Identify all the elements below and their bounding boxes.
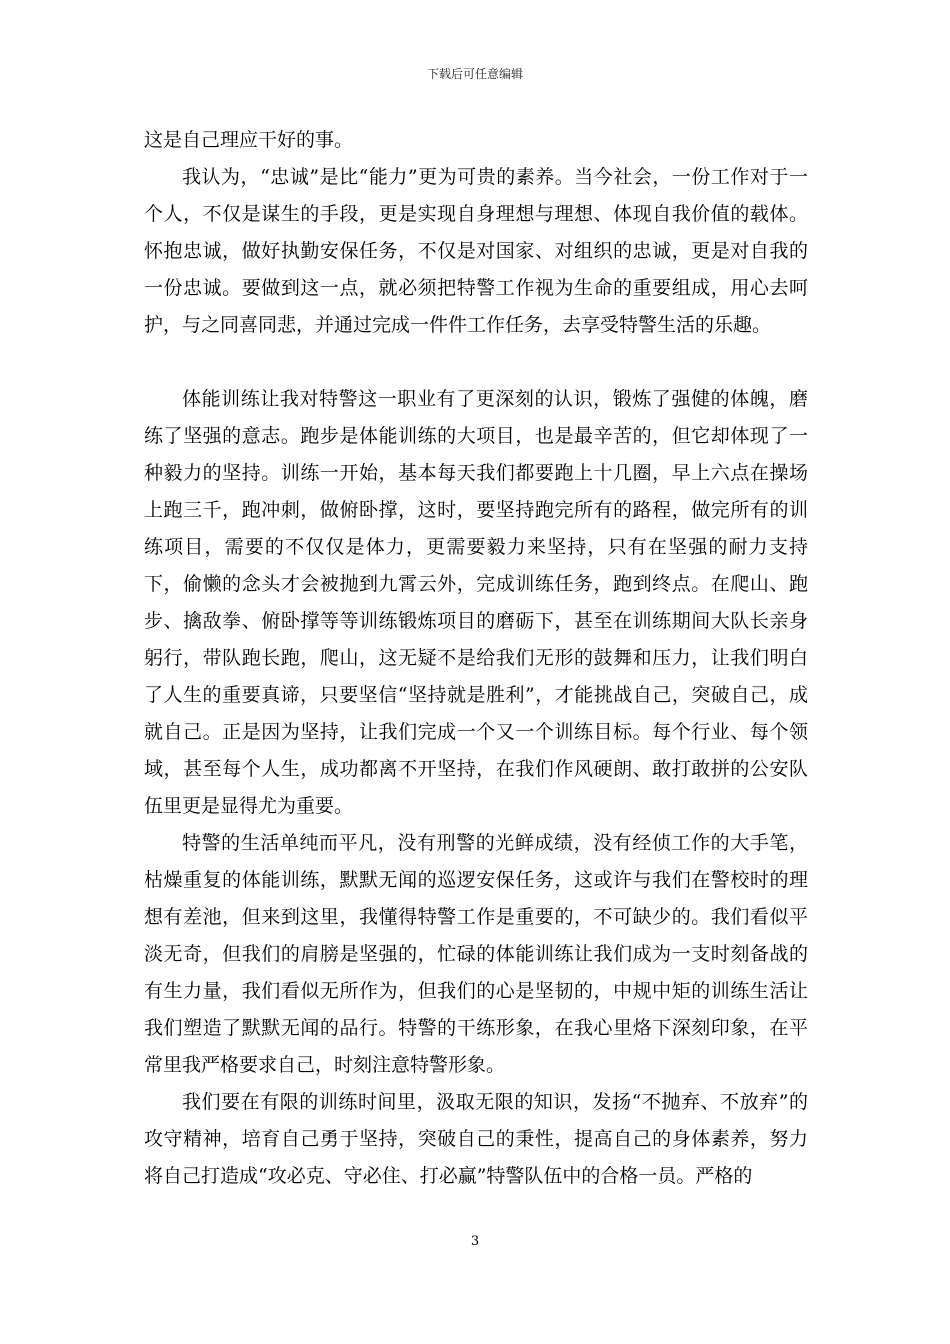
paragraph-special-police-life: 特警的生活单纯而平凡，没有刑警的光鲜成绩，没有经侦工作的大手笔，枯燥重复的体能训练，默默无闻的巡逻安保任务，这或许与我们在警校时的理想有差池，但来到这里，我懂得特警工作是重要的，不可缺少的。我们看似平淡无奇，但我们的肩膀是坚强的，忙碌的体能训练让我们成为一支时刻备战的有生力量，我们看似无所作为，但我们的心是坚韧的，中规中矩的训练生活让我们塑造了默默无闻的品行。特警的干练形象，在我心里烙下深刻印象，在平常里我严格要求自己，时刻注意特警形象。 [144, 832, 808, 1076]
paragraph-loyalty: 我认为，“忠诚”是比“能力”更为可贵的素养。当今社会，一份工作对于一个人，不仅是谋生的手段，更是实现自身理想与理想、体现自我价值的载体。怀抱忠诚，做好执勤安保任务，不仅是对国家、对组织的忠诚，更是对自我的一份忠诚。要做到这一点，就必须把特警工作视为生命的重要组成，用心去呵护，与之同喜同悲，并通过完成一件件工作任务，去享受特警生活的乐趣。 [144, 166, 808, 336]
paragraph-continuation: 这是自己理应干好的事。 [144, 129, 354, 151]
document-body [144, 122, 808, 1195]
paragraph-spacer [144, 344, 808, 381]
page-number: 3 [470, 1234, 480, 1249]
page-header-note: 下载后可任意编辑 [426, 67, 523, 81]
paragraph-training-spirit: 我们要在有限的训练时间里，汲取无限的知识，发扬“不抛弃、不放弃”的攻守精神，培育自己勇于坚持，突破自己的秉性，提高自己的身体素养，努力将自己打造成“攻必克、守必住、打必赢”特警队伍中的合格一员。严格的 [144, 1091, 808, 1187]
paragraph-physical-training: 体能训练让我对特警这一职业有了更深刻的认识，锻炼了强健的体魄，磨练了坚强的意志。跑步是体能训练的大项目，也是最辛苦的，但它却体现了一种毅力的坚持。训练一开始，基本每天我们都要跑上十几圈，早上六点在操场上跑三千，跑冲刺，做俯卧撑，这时，要坚持跑完所有的路程，做完所有的训练项目，需要的不仅仅是体力，更需要毅力来坚持，只有在坚强的耐力支持下，偷懒的念头才会被抛到九霄云外，完成训练任务，跑到终点。在爬山、跑步、擒敌拳、俯卧撑等等训练锻炼项目的磨砺下，甚至在训练期间大队长亲身躬行，带队跑长跑，爬山，这无疑不是给我们无形的鼓舞和压力，让我们明白了人生的重要真谛，只要坚信“坚持就是胜利”，才能挑战自己，突破自己，成就自己。正是因为坚持，让我们完成一个又一个训练目标。每个行业、每个领域，甚至每个人生，成功都离不开坚持，在我们作风硬朗、敢打敢拼的公安队伍里更是显得尤为重要。 [144, 388, 808, 817]
